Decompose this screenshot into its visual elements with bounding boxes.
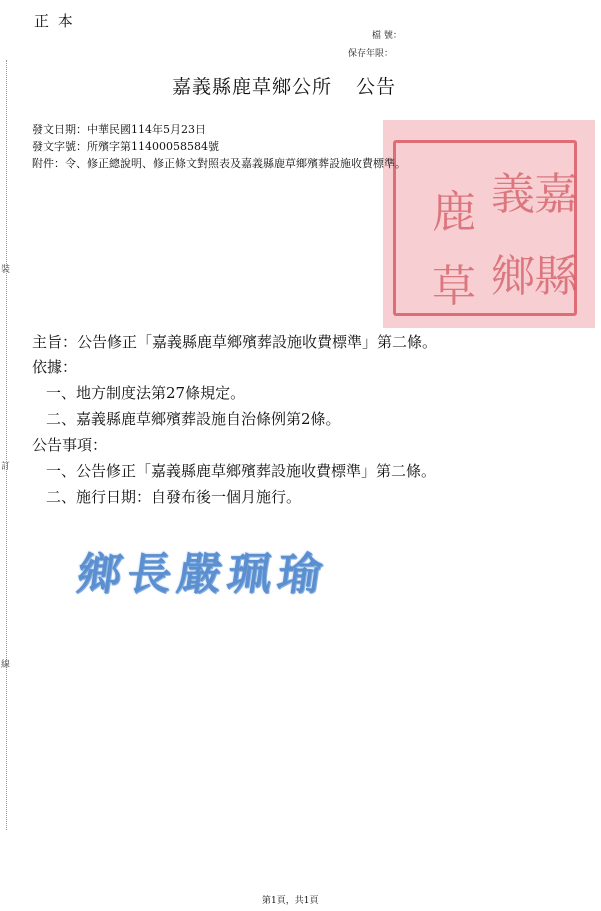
copy-mark: 正 本 [34,12,75,30]
notice-item: 二、施行日期：自發布後一個月施行。 [46,488,302,506]
document-type: 公告 [356,76,397,98]
seal-border [393,140,577,316]
official-seal [383,120,595,328]
subject: 主旨：公告修正「嘉義縣鹿草鄉殯葬設施收費標準」第二條。 [32,333,438,351]
basis-heading: 依據： [32,358,78,376]
binding-margin-line [6,60,7,830]
document-title [172,72,396,99]
binding-label-line: 線 [1,660,11,670]
issue-number: 發文字號：所殯字第11400058584號 [32,140,219,153]
seal-char: 草 [432,261,476,312]
retention-period-label: 保存年限： [348,49,394,59]
notice-heading: 公告事項： [32,436,108,454]
seal-char: 鹿 [432,187,476,238]
mayor-signature-stamp: 鄉長嚴珮瑜 [73,549,331,600]
issue-date: 發文日期：中華民國114年5月23日 [32,123,206,136]
notice-item: 一、公告修正「嘉義縣鹿草鄉殯葬設施收費標準」第二條。 [46,462,437,480]
attachment-list: 附件：令、修正總說明、修正條文對照表及嘉義縣鹿草鄉殯葬設施收費標準。 [32,157,406,170]
page-number: 第1頁，共1頁 [262,896,319,906]
binding-label-staple: 訂 [1,462,11,472]
seal-char: 義 [491,169,535,220]
file-number-label: 檔 號： [372,31,402,41]
basis-item: 一、地方制度法第27條規定。 [46,384,246,402]
agency-name: 嘉義縣鹿草鄉公所 [172,76,333,98]
seal-char: 鄉 [491,251,535,302]
seal-char: 嘉 [534,169,578,220]
basis-item: 二、嘉義縣鹿草鄉殯葬設施自治條例第2條。 [46,410,341,428]
seal-char: 縣 [534,251,578,302]
binding-label-bind: 裝 [1,265,11,275]
